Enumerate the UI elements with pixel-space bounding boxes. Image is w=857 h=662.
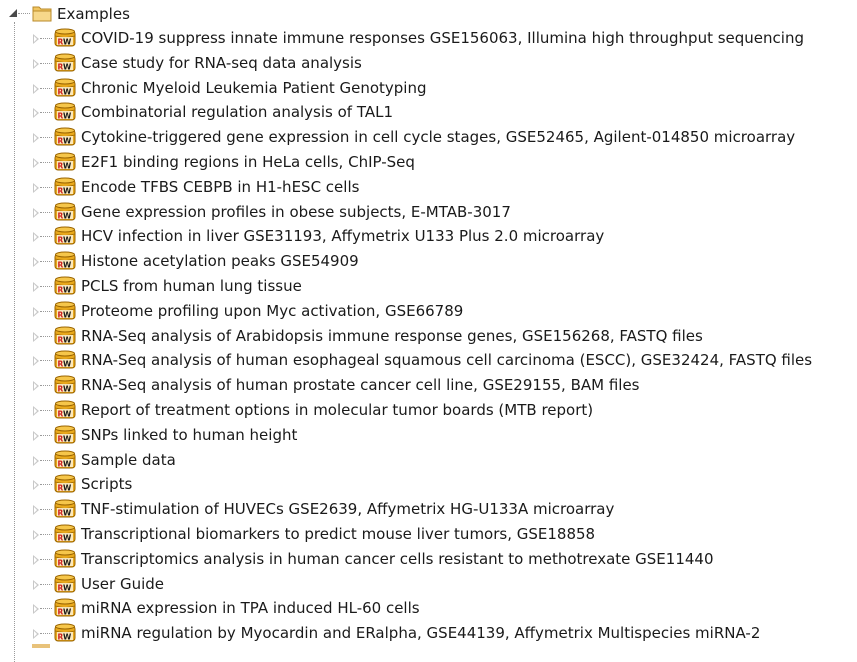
expand-arrow-icon[interactable] xyxy=(33,431,39,441)
svg-text:R: R xyxy=(57,161,64,171)
tree-item[interactable] xyxy=(0,398,857,423)
tree-item-label[interactable]: User Guide xyxy=(81,574,165,593)
svg-text:R: R xyxy=(57,434,64,444)
tree-connector xyxy=(40,336,52,337)
svg-text:R: R xyxy=(57,335,64,345)
tree-item[interactable] xyxy=(0,547,857,572)
svg-text:R: R xyxy=(57,310,64,320)
svg-text:R: R xyxy=(57,583,64,593)
tree-item-label[interactable]: Proteome profiling upon Myc activation, GSE66789 xyxy=(81,301,464,320)
expand-arrow-icon[interactable] xyxy=(33,84,39,94)
rw-database-icon xyxy=(54,326,76,346)
tree-connector xyxy=(40,162,52,163)
tree-item[interactable] xyxy=(0,373,857,398)
svg-text:R: R xyxy=(57,62,64,72)
tree-connector xyxy=(40,509,52,510)
expand-arrow-icon[interactable] xyxy=(33,133,39,143)
svg-text:W: W xyxy=(63,235,72,245)
svg-text:R: R xyxy=(57,359,64,369)
tree-item-label[interactable]: COVID-19 suppress innate immune responses GSE156063, Illumina high throughput sequencing xyxy=(81,29,804,47)
svg-text:R: R xyxy=(57,235,64,245)
svg-text:W: W xyxy=(63,285,72,295)
svg-text:W: W xyxy=(63,136,72,146)
svg-text:W: W xyxy=(63,62,72,72)
tree-connector xyxy=(40,534,52,535)
tree-item[interactable] xyxy=(0,324,857,349)
tree-item[interactable] xyxy=(0,448,857,473)
svg-text:W: W xyxy=(63,359,72,369)
svg-text:R: R xyxy=(57,632,64,642)
expand-arrow-icon[interactable] xyxy=(33,158,39,168)
expand-arrow-icon[interactable] xyxy=(33,406,39,416)
expand-arrow-icon[interactable] xyxy=(33,580,39,590)
svg-text:W: W xyxy=(63,211,72,221)
rw-database-icon xyxy=(54,276,76,296)
tree-connector xyxy=(40,311,52,312)
rw-database-icon xyxy=(54,177,76,197)
svg-text:W: W xyxy=(63,558,72,568)
svg-text:W: W xyxy=(63,533,72,543)
rw-database-icon xyxy=(54,350,76,370)
svg-text:R: R xyxy=(57,87,64,97)
svg-text:W: W xyxy=(63,186,72,196)
expand-arrow-icon[interactable] xyxy=(33,34,39,44)
svg-text:R: R xyxy=(57,409,64,419)
rw-database-icon xyxy=(54,28,76,48)
rw-database-icon xyxy=(54,251,76,271)
svg-text:R: R xyxy=(57,558,64,568)
rw-database-icon xyxy=(54,301,76,321)
rw-database-icon xyxy=(54,152,76,172)
expand-arrow-icon[interactable] xyxy=(33,183,39,193)
svg-text:W: W xyxy=(63,409,72,419)
rw-database-icon xyxy=(54,425,76,445)
tree-connector xyxy=(40,559,52,560)
rw-database-icon xyxy=(54,499,76,519)
tree-item-label[interactable]: Sample data xyxy=(81,450,176,469)
svg-text:W: W xyxy=(63,632,72,642)
svg-text:R: R xyxy=(57,607,64,617)
tree-connector xyxy=(40,435,52,436)
tree-item-label[interactable]: Chronic Myeloid Leukemia Patient Genotyping xyxy=(81,78,427,97)
tree-item[interactable] xyxy=(0,150,857,175)
expand-arrow-icon[interactable] xyxy=(33,381,39,391)
svg-text:R: R xyxy=(57,37,64,47)
tree-connector xyxy=(40,212,52,213)
tree-connector xyxy=(40,410,52,411)
tree-item-label[interactable]: RNA-Seq analysis of human prostate cancer cell line, GSE29155, BAM files xyxy=(81,376,640,395)
expand-arrow-icon[interactable] xyxy=(33,356,39,366)
rw-database-icon xyxy=(54,598,76,618)
svg-text:W: W xyxy=(63,434,72,444)
tree-connector xyxy=(40,286,52,287)
svg-text:R: R xyxy=(57,483,64,493)
tree-item-label[interactable]: Gene expression profiles in obese subjects, E-MTAB-3017 xyxy=(81,202,511,221)
tree-item[interactable] xyxy=(0,621,857,646)
svg-text:W: W xyxy=(63,260,72,270)
expand-arrow-icon[interactable] xyxy=(33,307,39,317)
tree-connector xyxy=(40,385,52,386)
svg-text:R: R xyxy=(57,111,64,121)
expand-arrow-icon[interactable] xyxy=(33,108,39,118)
expand-arrow-icon[interactable] xyxy=(33,505,39,515)
tree-item-label[interactable]: RNA-Seq analysis of Arabidopsis immune response genes, GSE156268, FASTQ files xyxy=(81,326,703,345)
tree-connector xyxy=(40,187,52,188)
rw-database-icon xyxy=(54,53,76,73)
tree-connector xyxy=(40,608,52,609)
tree-item-label[interactable]: miRNA regulation by Myocardin and ERalpha, GSE44139, Affymetrix Multispecies miRNA-2 xyxy=(81,624,761,643)
svg-text:R: R xyxy=(57,459,64,469)
tree-item-label[interactable]: Case study for RNA-seq data analysis xyxy=(81,53,362,72)
tree-item[interactable] xyxy=(0,348,857,373)
expand-arrow-icon[interactable] xyxy=(33,530,39,540)
tree-item[interactable] xyxy=(0,572,857,597)
svg-text:W: W xyxy=(63,508,72,518)
tree-connector xyxy=(40,484,52,485)
tree-connector xyxy=(40,360,52,361)
expand-arrow-icon[interactable] xyxy=(33,555,39,565)
rw-database-icon xyxy=(54,78,76,98)
tree-connector xyxy=(40,633,52,634)
tree-connector xyxy=(40,38,52,39)
svg-text:W: W xyxy=(63,87,72,97)
tree-connector xyxy=(40,261,52,262)
rw-database-icon xyxy=(54,375,76,395)
svg-text:R: R xyxy=(57,211,64,221)
expand-arrow-icon[interactable] xyxy=(33,232,39,242)
expand-arrow-icon[interactable] xyxy=(33,208,39,218)
rw-database-icon xyxy=(54,623,76,643)
svg-text:W: W xyxy=(63,161,72,171)
tree-item-label[interactable]: Combinatorial regulation analysis of TAL1 xyxy=(81,103,394,122)
tree-item-label[interactable]: Scripts xyxy=(81,475,133,494)
tree-root-examples[interactable] xyxy=(0,2,400,26)
rw-database-icon xyxy=(54,400,76,420)
svg-text:R: R xyxy=(57,508,64,518)
tree-item-label[interactable]: Encode TFBS CEBPB in H1-hESC cells xyxy=(81,177,360,196)
tree-connector xyxy=(40,460,52,461)
tree-item[interactable] xyxy=(0,497,857,522)
svg-text:R: R xyxy=(57,533,64,543)
collapse-arrow-icon[interactable] xyxy=(8,8,18,18)
svg-text:W: W xyxy=(63,310,72,320)
tree-root-label[interactable]: Examples xyxy=(57,5,130,23)
tree-connector xyxy=(40,88,52,89)
tree-item[interactable] xyxy=(0,299,857,324)
partial-item-icon xyxy=(32,644,50,648)
svg-text:W: W xyxy=(63,384,72,394)
tree-item-label[interactable]: SNPs linked to human height xyxy=(81,425,298,444)
svg-text:W: W xyxy=(63,483,72,493)
rw-database-icon xyxy=(54,202,76,222)
tree-item[interactable] xyxy=(0,100,857,125)
tree-item-label[interactable]: RNA-Seq analysis of human esophageal squamous cell carcinoma (ESCC), GSE32424, FASTQ files xyxy=(81,351,813,370)
svg-text:W: W xyxy=(63,583,72,593)
expand-arrow-icon[interactable] xyxy=(33,604,39,614)
rw-database-icon xyxy=(54,102,76,122)
svg-text:W: W xyxy=(63,607,72,617)
svg-text:R: R xyxy=(57,260,64,270)
tree-item-label[interactable]: Report of treatment options in molecular tumor boards (MTB report) xyxy=(81,400,594,419)
tree-item[interactable] xyxy=(0,596,857,621)
tree-connector xyxy=(18,13,30,14)
expand-arrow-icon[interactable] xyxy=(33,59,39,69)
tree-item-label[interactable]: miRNA expression in TPA induced HL-60 cells xyxy=(81,599,420,618)
rw-database-icon xyxy=(54,226,76,246)
tree-item[interactable] xyxy=(0,423,857,448)
tree-item-label[interactable]: Transcriptomics analysis in human cancer cells resistant to methotrexate GSE11440 xyxy=(81,549,714,568)
svg-text:R: R xyxy=(57,384,64,394)
svg-text:R: R xyxy=(57,186,64,196)
rw-database-icon xyxy=(54,474,76,494)
tree-item-label[interactable]: PCLS from human lung tissue xyxy=(81,276,302,295)
tree-item[interactable] xyxy=(0,200,857,225)
tree-item-label[interactable]: Transcriptional biomarkers to predict mouse liver tumors, GSE18858 xyxy=(81,524,596,543)
tree-children xyxy=(0,26,857,646)
expand-arrow-icon[interactable] xyxy=(33,282,39,292)
tree-item[interactable] xyxy=(0,26,857,51)
svg-text:R: R xyxy=(57,285,64,295)
tree-connector xyxy=(40,584,52,585)
tree-connector xyxy=(40,137,52,138)
svg-text:W: W xyxy=(63,37,72,47)
rw-database-icon xyxy=(54,549,76,569)
tree-connector xyxy=(40,63,52,64)
tree-item[interactable] xyxy=(0,175,857,200)
tree-item[interactable] xyxy=(0,522,857,547)
folder-icon xyxy=(32,4,52,22)
expand-arrow-icon[interactable] xyxy=(33,456,39,466)
tree-connector xyxy=(40,236,52,237)
tree-item[interactable] xyxy=(0,249,857,274)
tree-item[interactable] xyxy=(0,472,857,497)
tree-item-label[interactable]: Cytokine-triggered gene expression in cell cycle stages, GSE52465, Agilent-014850 microarray xyxy=(81,128,796,147)
expand-arrow-icon[interactable] xyxy=(33,332,39,342)
rw-database-icon xyxy=(54,574,76,594)
svg-text:W: W xyxy=(63,335,72,345)
expand-arrow-icon[interactable] xyxy=(33,257,39,267)
svg-text:W: W xyxy=(63,111,72,121)
tree-item[interactable] xyxy=(0,125,857,150)
rw-database-icon xyxy=(54,450,76,470)
expand-arrow-icon[interactable] xyxy=(33,480,39,490)
tree-item[interactable] xyxy=(0,224,857,249)
tree-item-label[interactable]: HCV infection in liver GSE31193, Affymetrix U133 Plus 2.0 microarray xyxy=(81,227,605,246)
tree-item[interactable] xyxy=(0,51,857,76)
expand-arrow-icon[interactable] xyxy=(33,629,39,639)
tree-item[interactable] xyxy=(0,274,857,299)
svg-text:W: W xyxy=(63,459,72,469)
tree-item[interactable] xyxy=(0,76,857,101)
tree-item-label[interactable]: TNF-stimulation of HUVECs GSE2639, Affymetrix HG-U133A microarray xyxy=(81,500,615,519)
rw-database-icon xyxy=(54,127,76,147)
tree-item-label[interactable]: E2F1 binding regions in HeLa cells, ChIP-Seq xyxy=(81,152,415,171)
tree-connector xyxy=(40,112,52,113)
tree-item-label[interactable]: Histone acetylation peaks GSE54909 xyxy=(81,252,359,271)
svg-text:R: R xyxy=(57,136,64,146)
rw-database-icon xyxy=(54,524,76,544)
